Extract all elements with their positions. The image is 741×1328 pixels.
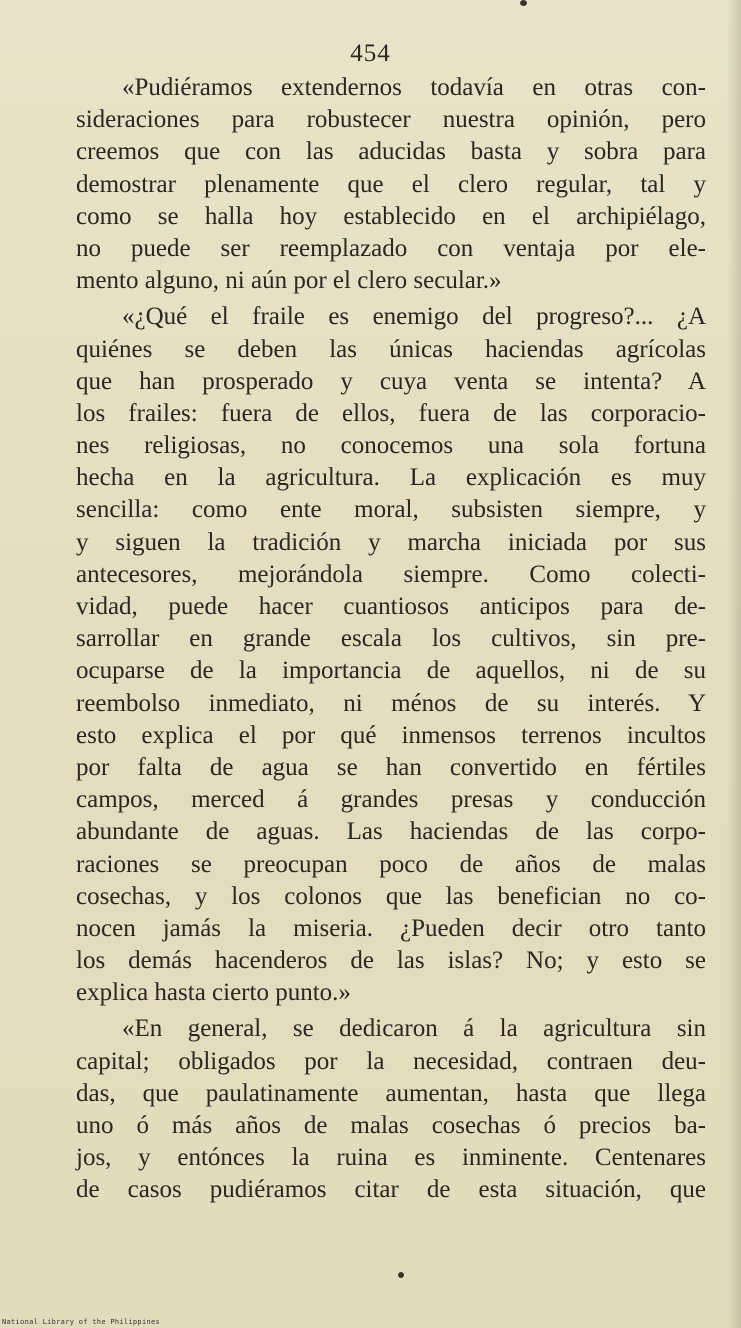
text-line: los frailes: fuera de ellos, fuera de las corporacio- [76, 399, 706, 427]
text-line: mento alguno, ni aún por el clero secular.» [76, 267, 502, 295]
text-line: no puede ser reemplazado con ventaja por ele- [76, 234, 706, 262]
library-footer: National Library of the Philippines [2, 1318, 161, 1326]
text-line: nes religiosas, no conocemos una sola fortuna [76, 432, 706, 460]
text-line: explica hasta cierto punto.» [76, 979, 351, 1007]
text-line: demostrar plenamente que el clero regular, tal y [76, 170, 706, 198]
body-text [76, 72, 706, 1207]
text-line: quiénes se deben las únicas haciendas agrícolas [76, 335, 706, 363]
text-line: reembolso inmediato, ni ménos de su interés. Y [76, 689, 706, 717]
text-line: nocen jamás la miseria. ¿Pueden decir otro tanto [76, 914, 706, 942]
text-line: y siguen la tradición y marcha iniciada por sus [76, 528, 706, 556]
paragraph [76, 1013, 706, 1206]
text-line: cosechas, y los colonos que las benefician no co- [76, 882, 706, 910]
text-line: campos, merced á grandes presas y conducción [76, 786, 706, 814]
text-line: que han prosperado y cuya venta se intenta? A [76, 367, 706, 395]
ink-speck [398, 1272, 404, 1278]
text-line: creemos que con las aducidas basta y sobra para [76, 138, 706, 166]
page-number: 454 [350, 40, 391, 67]
text-line: capital; obligados por la necesidad, contraen deu- [76, 1047, 706, 1075]
paragraph [76, 301, 706, 1009]
text-line: ocuparse de la importancia de aquellos, ni de su [76, 657, 706, 685]
text-line: los demás hacenderos de las islas? No; y esto se [76, 947, 706, 975]
text-line: sencilla: como ente moral, subsisten siempre, y [76, 496, 706, 524]
text-line: esto explica el por qué inmensos terrenos incultos [76, 721, 706, 749]
ink-speck [520, 0, 527, 6]
text-line: abundante de aguas. Las haciendas de las corpo- [76, 818, 706, 846]
text-line: sarrollar en grande escala los cultivos, sin pre- [76, 625, 706, 653]
text-line: «En general, se dedicaron á la agricultura sin [122, 1015, 706, 1043]
text-line: hecha en la agricultura. La explicación es muy [76, 464, 706, 492]
text-line: antecesores, mejorándola siempre. Como colecti- [76, 560, 706, 588]
text-line: por falta de agua se han convertido en fértiles [76, 753, 706, 781]
text-line: jos, y entónces la ruina es inminente. Centenares [76, 1144, 706, 1172]
text-line: «¿Qué el fraile es enemigo del progreso?... ¿A [122, 303, 706, 331]
text-line: «Pudiéramos extendernos todavía en otras con- [122, 74, 706, 101]
text-line: raciones se preocupan poco de años de malas [76, 850, 706, 878]
text-line: vidad, puede hacer cuantiosos anticipos para de- [76, 593, 706, 620]
page-edge-shadow [727, 0, 741, 1328]
paragraph [76, 72, 706, 297]
text-line: de casos pudiéramos citar de esta situación, que [76, 1176, 706, 1204]
text-line: sideraciones para robustecer nuestra opinión, pero [76, 106, 706, 134]
text-line: uno ó más años de malas cosechas ó precios ba- [76, 1112, 706, 1139]
text-line: como se halla hoy establecido en el archipiélago, [76, 202, 706, 230]
text-line: das, que paulatinamente aumentan, hasta que llega [76, 1079, 706, 1107]
